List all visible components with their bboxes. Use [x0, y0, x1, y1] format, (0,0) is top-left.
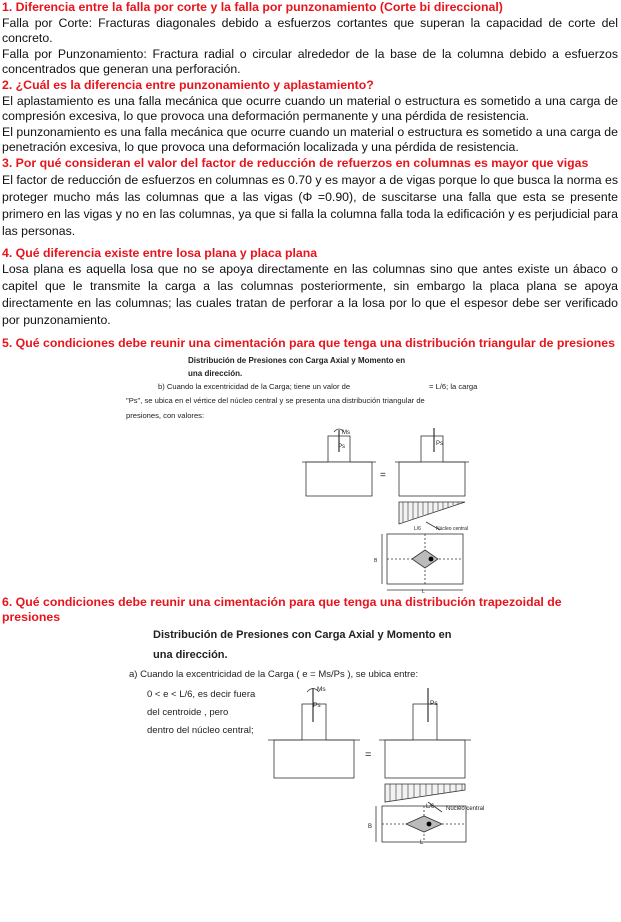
q3-paragraph-1: El factor de reducción de esfuerzos en columnas es 0.70 y es mayor a de vigas porque lo que busca la norma es proteger mucho más las columnas que a las vigas (Φ =0.90), de suscitarse una falla que esta se presente primero en las vigas y no en las columnas, ya que si falla la columna falla toda la edificación y es perjudicial para las personas.	[2, 172, 618, 238]
trapezoidal-diagram-svg	[2, 626, 621, 846]
figure1-heading-1: Distribución de Presiones con Carga Axial y Momento en	[188, 355, 406, 365]
load-point-marker-2	[427, 822, 432, 827]
triangular-pressure-figure	[2, 352, 618, 595]
q1-title: 1. Diferencia entre la falla por corte y la falla por punzonamiento (Corte bi direccional)	[2, 0, 503, 14]
triangular-diagram-svg	[2, 352, 621, 595]
figure2-line-1: a) Cuando la excentricidad de la Carga ( e = Ms/Ps ), se ubica entre:	[129, 668, 419, 680]
figure1-equals: =	[380, 469, 386, 481]
figure2-label-l6: L/6	[426, 803, 435, 810]
load-point-marker	[429, 556, 434, 561]
figure1-line-3: presiones, con valores:	[126, 410, 205, 420]
figure1-label-nucleo: Núcleo central	[436, 525, 468, 532]
figure2-line-3: del centroide , pero	[147, 706, 229, 718]
figure1-line-1b: = L/6; la carga	[429, 381, 478, 391]
figure2-heading-2: una dirección.	[153, 648, 228, 661]
figure2-heading-1: Distribución de Presiones con Carga Axial y Momento en	[153, 628, 452, 641]
figure2-label-ps-right: Ps	[430, 699, 438, 707]
q3-title: 3. Por qué consideran el valor del factor de reducción de refuerzos en columnas es mayor que vigas	[2, 155, 589, 170]
figure2-equals: =	[365, 748, 372, 761]
figure2-label-ps: Ps	[313, 701, 321, 709]
q2-paragraph-2: El punzonamiento es una falla mecánica que ocurre cuando un material o estructura es sometido a una carga de penetración excesiva, lo que provoca una deformación localizada y una pérdida de resistencia.	[2, 124, 618, 155]
figure1-label-l6: L/6	[414, 525, 421, 532]
figure2-label-b: B	[368, 823, 373, 830]
figure1-label-ps-right: Ps	[436, 440, 444, 447]
trapezoidal-pressure-figure	[2, 626, 618, 846]
q1-paragraph-2: Falla por Punzonamiento: Fractura radial o circular alrededor de la base de la columna debido a esfuerzos concentrados que generan una perforación.	[2, 46, 618, 77]
figure1-heading-2: una dirección.	[188, 368, 243, 378]
figure1-label-ps: Ps	[338, 443, 346, 450]
figure2-label-nucleo: Núcleo central	[446, 805, 485, 812]
figure1-label-b: B	[374, 557, 378, 564]
figure2-line-2: 0 < e < L/6, es decir fuera	[147, 688, 256, 700]
q4-title: 4. Qué diferencia existe entre losa plana y placa plana	[2, 245, 318, 260]
q1-paragraph-1: Falla por Corte: Fracturas diagonales debido a esfuerzos cortantes que superan la capacidad de corte del concreto.	[2, 15, 618, 46]
q2-title: 2. ¿Cuál es la diferencia entre punzonamiento y aplastamiento?	[2, 77, 374, 92]
figure2-line-4: dentro del núcleo central;	[147, 724, 254, 736]
figure1-line-1a: b) Cuando la excentricidad de la Carga; tiene un valor de	[158, 381, 351, 391]
figure1-label-ms: Ms	[342, 429, 350, 436]
q4-paragraph-1: Losa plana es aquella losa que no se apoya directamente en las columnas sino que antes existe un ábaco o capitel que le transmite la carga a las columnas posteriormente, sin embargo la placa plana se apoya directamente en las columnas; las cuales tratan de perforar a la losa por lo que el espesor debe ser verificado por punzonamiento.	[2, 262, 618, 328]
q6-title: 6. Qué condiciones debe reunir una cimentación para que tenga una distribución trapezoidal de presiones	[2, 594, 562, 625]
q5-title: 5. Qué condiciones debe reunir una cimentación para que tenga una distribución triangular de presiones	[2, 336, 615, 351]
figure2-label-l: L	[420, 839, 424, 846]
figure1-label-l: L	[422, 588, 425, 595]
q2-paragraph-1: El aplastamiento es una falla mecánica que ocurre cuando un material o estructura es sometido a una carga de compresión excesiva, lo que provoca una deformación permanente y una pérdida de resistencia.	[2, 93, 618, 124]
figure2-label-ms: Ms	[317, 685, 326, 693]
figure1-line-2: "Ps", se ubica en el vértice del núcleo central y se presenta una distribución triangular de	[126, 395, 425, 405]
